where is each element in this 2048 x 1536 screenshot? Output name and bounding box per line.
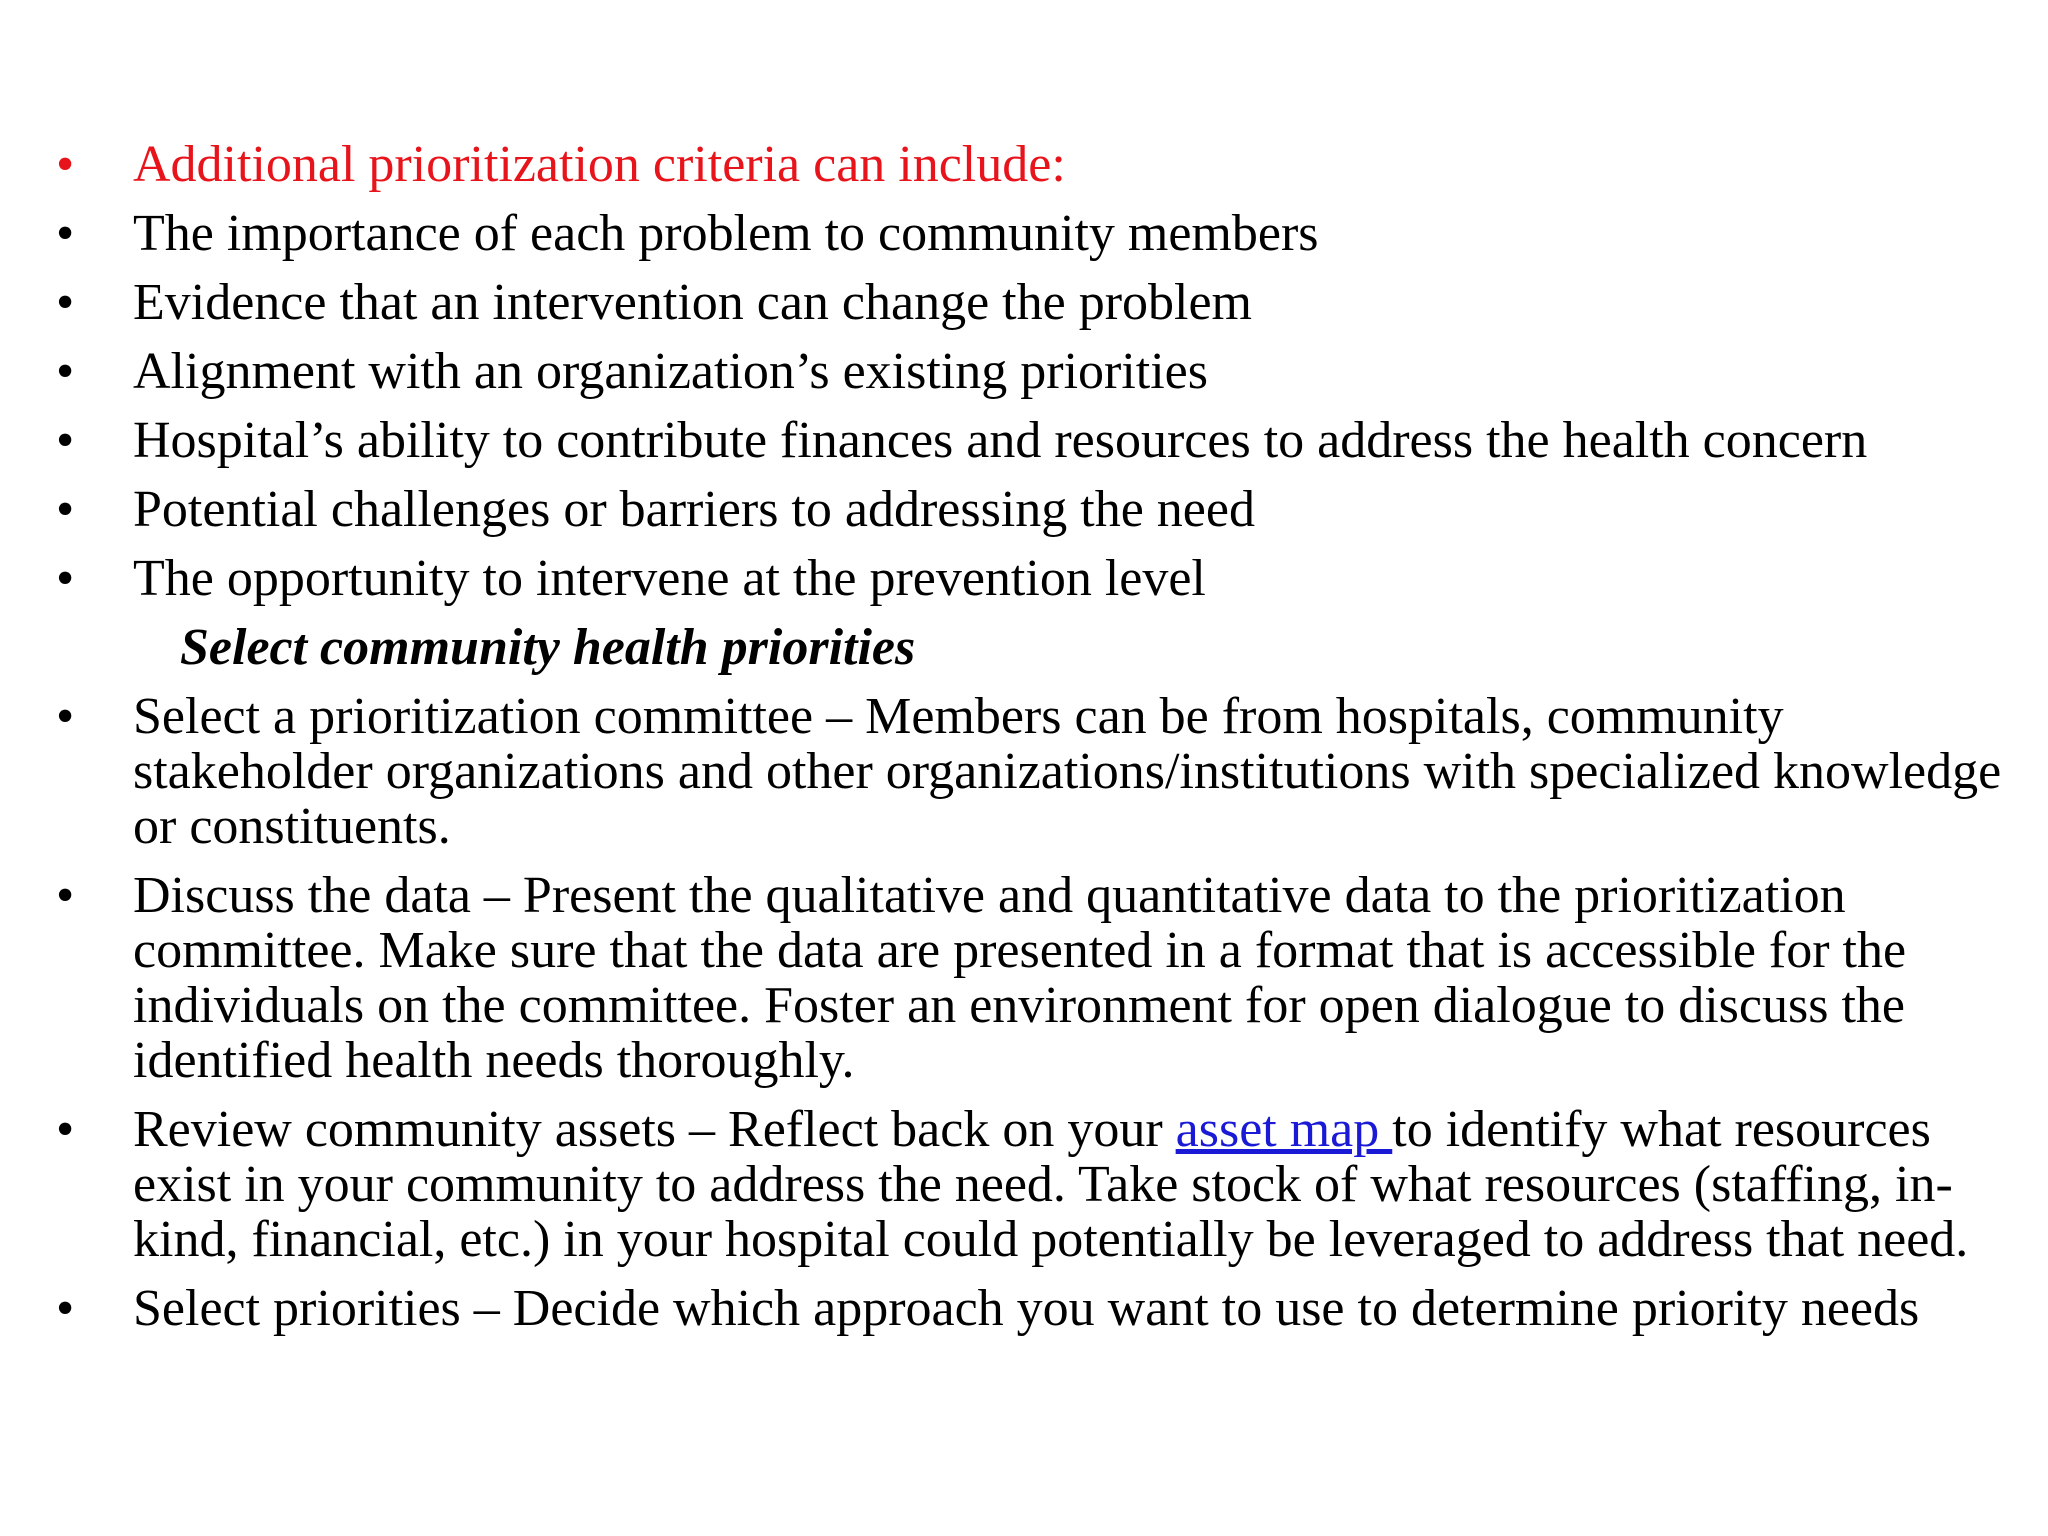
- criteria-text: Potential challenges or barriers to addressing the need: [133, 481, 1255, 538]
- step-discuss: [56, 868, 2036, 1088]
- bullet-icon: •: [56, 343, 75, 400]
- heading-bullet: [56, 137, 2036, 192]
- bullet-icon: •: [56, 481, 75, 538]
- criteria-item: [56, 551, 2036, 606]
- bullet-icon: •: [56, 688, 75, 745]
- step-text-after-link: to identify what resources exist in your community to address the need. Take stock of what resources (staffing, in-kind, financial, etc.) in your hospital could potentially be leveraged to address that need.: [133, 1101, 1969, 1268]
- step-text: Select a prioritization committee – Members can be from hospitals, community stakeholder organizations and other organizations/institutions with specialized knowledge or constituents.: [133, 688, 2002, 855]
- asset-map-link[interactable]: asset map: [1175, 1101, 1393, 1158]
- step-text: Select priorities – Decide which approach you want to use to determine priority needs: [133, 1280, 1920, 1337]
- bullet-icon: •: [56, 274, 75, 331]
- criteria-text: Alignment with an organization’s existing priorities: [133, 343, 1208, 400]
- step-text-before-link: Review community assets – Reflect back on your: [133, 1101, 1176, 1158]
- step-text: Discuss the data – Present the qualitative and quantitative data to the prioritization committee. Make sure that the data are presented in a format that is accessible for the individuals on the committee. Foster an environment for open dialogue to discuss the identified health needs thoroughly.: [133, 867, 1907, 1089]
- bullet-icon: •: [56, 412, 75, 469]
- section-subheading: Select community health priorities: [180, 619, 916, 676]
- step-select: [56, 1281, 2036, 1336]
- bullet-icon: •: [56, 205, 75, 262]
- step-review: [56, 1102, 2036, 1267]
- bullet-icon: •: [56, 550, 75, 607]
- criteria-text: Evidence that an intervention can change the problem: [133, 274, 1252, 331]
- bullet-icon: •: [56, 1101, 75, 1158]
- criteria-item: [56, 344, 2036, 399]
- heading-text: Additional prioritization criteria can include:: [133, 136, 1066, 193]
- criteria-text: The opportunity to intervene at the prevention level: [133, 550, 1206, 607]
- bullet-list: [56, 137, 2036, 1350]
- bullet-icon: •: [56, 867, 75, 924]
- bullet-icon: •: [56, 1280, 75, 1337]
- criteria-item: [56, 275, 2036, 330]
- criteria-item: [56, 482, 2036, 537]
- criteria-text: The importance of each problem to community members: [133, 205, 1319, 262]
- step-committee: [56, 689, 2036, 854]
- criteria-item: [56, 206, 2036, 261]
- criteria-item: [56, 413, 2036, 468]
- bullet-icon: •: [56, 136, 75, 193]
- criteria-text: Hospital’s ability to contribute finances and resources to address the health concern: [133, 412, 1868, 469]
